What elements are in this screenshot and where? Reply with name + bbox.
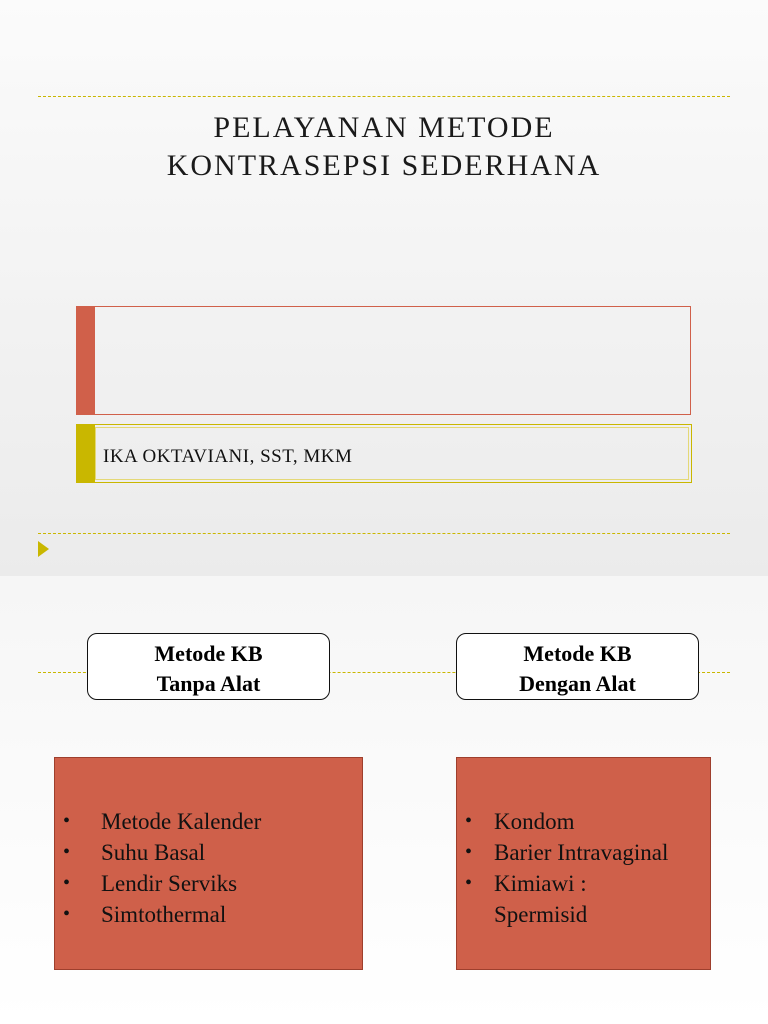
list-item-text: Spermisid [494, 902, 588, 927]
top-dashed-rule [38, 96, 730, 97]
list-item-text: Lendir Serviks [101, 871, 238, 896]
list-item-continuation [457, 899, 710, 930]
list-item-text: Metode Kalender [101, 809, 262, 834]
list-item-text: Simtothermal [101, 902, 227, 927]
list-item-text: Kondom [494, 809, 575, 834]
list-item [457, 868, 710, 899]
list-item [457, 806, 710, 837]
header-left-line-1: Metode KB [154, 641, 263, 666]
card-dengan-alat [456, 757, 711, 970]
bullet-icon: • [63, 810, 71, 832]
card-tanpa-alat [54, 757, 363, 970]
list-dengan-alat [457, 806, 710, 930]
author-name: IKA OKTAVIANI, SST, MKM [103, 446, 353, 467]
list-item-text: Barier Intravaginal [494, 840, 669, 865]
author-box [76, 424, 692, 483]
list-item [457, 837, 710, 868]
bullet-icon: • [63, 903, 71, 925]
list-item [55, 806, 362, 837]
bullet-icon: • [63, 841, 71, 863]
slide-title [40, 109, 728, 185]
list-item-text: Kimiawi : [494, 871, 587, 896]
title-line-1: PELAYANAN METODE [213, 111, 555, 144]
list-item [55, 899, 362, 930]
bullet-icon: • [465, 872, 473, 894]
bullet-icon: • [63, 872, 71, 894]
yellow-accent-bar [76, 424, 95, 483]
header-tanpa-alat [87, 633, 330, 700]
header-dengan-alat [456, 633, 699, 700]
red-accent-bar [76, 306, 95, 415]
content-slide [0, 576, 768, 1024]
header-right-line-1: Metode KB [523, 641, 632, 666]
bullet-icon: • [465, 810, 473, 832]
bottom-dashed-rule [38, 533, 730, 534]
header-right-line-2: Dengan Alat [519, 671, 636, 696]
subtitle-placeholder-box [76, 306, 691, 415]
list-item-text: Suhu Basal [101, 840, 206, 865]
list-item [55, 868, 362, 899]
bullet-icon: • [465, 841, 473, 863]
header-left-line-2: Tanpa Alat [156, 671, 261, 696]
list-tanpa-alat [55, 806, 362, 930]
list-item [55, 837, 362, 868]
play-arrow-icon[interactable] [38, 541, 49, 557]
title-line-2: KONTRASEPSI SEDERHANA [166, 149, 602, 182]
